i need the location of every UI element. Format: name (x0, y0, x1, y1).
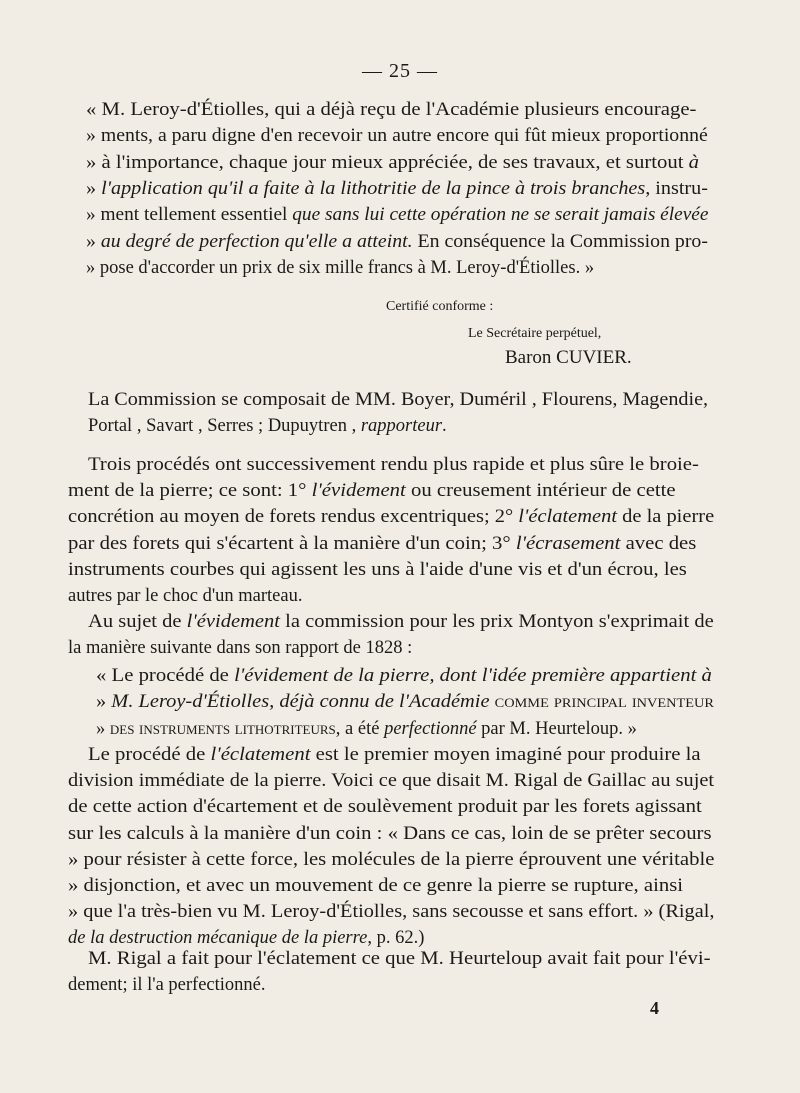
text-line (96, 690, 714, 714)
text-run: sur les calculs à la manière d'un coin : « Dans ce cas, loin de se prêter secours (68, 823, 712, 844)
text-run: Portal , Savart , Serres ; Dupuytren , (88, 416, 361, 436)
text-run: par M. Heurteloup. » (476, 718, 637, 739)
text-line (68, 558, 687, 582)
signature-cuvier: Baron CUVIER. (505, 347, 632, 368)
text-run: » (86, 231, 101, 252)
text-run: » à l'importance, chaque jour mieux appréciée, de ses travaux, et surtout (86, 152, 689, 173)
text-line (68, 795, 702, 819)
text-run: instruments courbes qui agissent les uns à l'aide d'une vis et d'un écrou, les (68, 559, 687, 580)
text-run: que sans lui cette opération ne se serait jamais élevée (292, 205, 709, 226)
text-run: M. Rigal a fait pour l'éclatement ce que M. Heurteloup avait fait pour l'évi- (88, 949, 711, 969)
text-line (86, 177, 708, 201)
text-run: « Le procédé de (96, 666, 235, 686)
text-line (88, 388, 708, 412)
text-run: concrétion au moyen de forets rendus excentriques; 2° (68, 507, 519, 528)
text-run: l'application qu'il a faite à la lithotritie de la pince à trois branches (101, 178, 646, 199)
text-run: de la pierre (617, 507, 715, 528)
certifie-conforme: Certifié conforme : (386, 299, 494, 314)
text-run: Le procédé de (88, 745, 211, 765)
text-run: Au sujet de (88, 612, 187, 632)
text-run: l'écrasement (515, 533, 621, 554)
text-run: » disjonction, et avec un mouvement de ce genre la pierre se rupture, ainsi (68, 876, 684, 896)
text-run: l'éclatement (210, 745, 311, 765)
text-run: » (96, 718, 110, 739)
text-run: La Commission se composait de MM. Boyer, Duméril , Flourens, Magendie, (88, 390, 709, 410)
text-run: » pose d'accorder un prix de six mille francs à M. Leroy-d'Étiolles. » (86, 257, 595, 278)
text-run: de la destruction mécanique de la pierre (68, 928, 368, 949)
text-line (88, 743, 701, 767)
text-run: l'évidement de la pierre, dont l'idée première appartient à (234, 666, 712, 686)
text-run: » que l'a très-bien vu M. Leroy-d'Étiolles, sans secousse et sans effort. » (Rigal, (68, 902, 715, 923)
text-line (86, 256, 594, 280)
text-run: ment de la pierre; ce sont: 1° (68, 481, 312, 502)
text-run: , p. 62.) (367, 928, 425, 949)
text-run: » ments, a paru digne d'en recevoir un autre encore qui fût mieux proportionné (86, 126, 708, 147)
text-run: » pour résister à cette force, les molécules de la pierre éprouvent une véritable (68, 849, 715, 870)
text-run: , instru- (645, 178, 708, 199)
text-run: M. Leroy-d'Étiolles, déjà connu de l'Académie (111, 692, 490, 713)
text-line (86, 124, 708, 148)
text-line (68, 973, 266, 997)
text-line (88, 414, 447, 438)
text-run: ou creusement intérieur de cette (405, 481, 676, 502)
text-run: comme principal inventeur (489, 692, 714, 713)
text-run: , a été (335, 718, 385, 739)
text-line (88, 947, 711, 971)
text-run: la commission pour les prix Montyon s'exprimait de (279, 612, 714, 632)
text-run: dement; il l'a perfectionné. (68, 975, 266, 995)
text-line (68, 848, 714, 872)
text-run: autres par le choc d'un marteau. (68, 586, 303, 606)
text-run: avec des (620, 533, 697, 554)
text-run: la manière suivante dans son rapport de 1828 : (68, 638, 413, 658)
text-run: à (688, 152, 700, 173)
text-line (68, 584, 302, 608)
text-run: division immédiate de la pierre. Voici ce que disait M. Rigal de Gaillac au sujet (68, 771, 715, 792)
secretaire-perpetuel: Le Secrétaire perpétuel, (468, 326, 602, 341)
text-run: par des forets qui s'écartent à la manière d'un coin; 3° (68, 533, 516, 554)
text-line (86, 151, 699, 175)
text-run: des instruments lithotriteurs (109, 718, 336, 739)
text-line (68, 636, 412, 660)
text-line (96, 664, 712, 688)
text-line (86, 230, 708, 254)
text-run: de cette action d'écartement et de soulèvement produit par les forets agissant (68, 797, 702, 818)
text-run: l'évidement (186, 612, 280, 632)
signature-mark: 4 (650, 998, 659, 1018)
text-line (68, 769, 714, 793)
text-line (68, 479, 676, 503)
text-run: rapporteur (360, 416, 443, 436)
text-run: « M. Leroy-d'Étiolles, qui a déjà reçu de l'Académie plusieurs encourage- (86, 100, 697, 120)
text-run: au degré de perfection qu'elle a atteint. (100, 231, 413, 252)
text-line (68, 874, 683, 898)
text-run: » ment tellement essentiel (86, 205, 293, 226)
text-line (96, 717, 637, 741)
text-line (68, 505, 714, 529)
text-line (68, 532, 696, 556)
text-run: perfectionné (384, 718, 477, 739)
page-number: — 25 — (362, 60, 438, 82)
text-run: » (86, 178, 102, 199)
text-run: l'éclatement (518, 507, 618, 528)
text-line (86, 203, 708, 227)
text-line (86, 98, 696, 122)
text-run: Trois procédés ont successivement rendu plus rapide et plus sûre le broie- (88, 455, 699, 475)
text-run: est le premier moyen imaginé pour produire la (310, 745, 701, 765)
text-run: . (442, 416, 447, 436)
text-run: En conséquence la Commission pro- (412, 231, 708, 252)
text-line (68, 822, 712, 846)
text-line (88, 453, 699, 477)
text-line (68, 900, 714, 924)
text-run: » (96, 692, 112, 713)
text-run: l'évidement (311, 481, 406, 502)
text-line (88, 610, 714, 634)
